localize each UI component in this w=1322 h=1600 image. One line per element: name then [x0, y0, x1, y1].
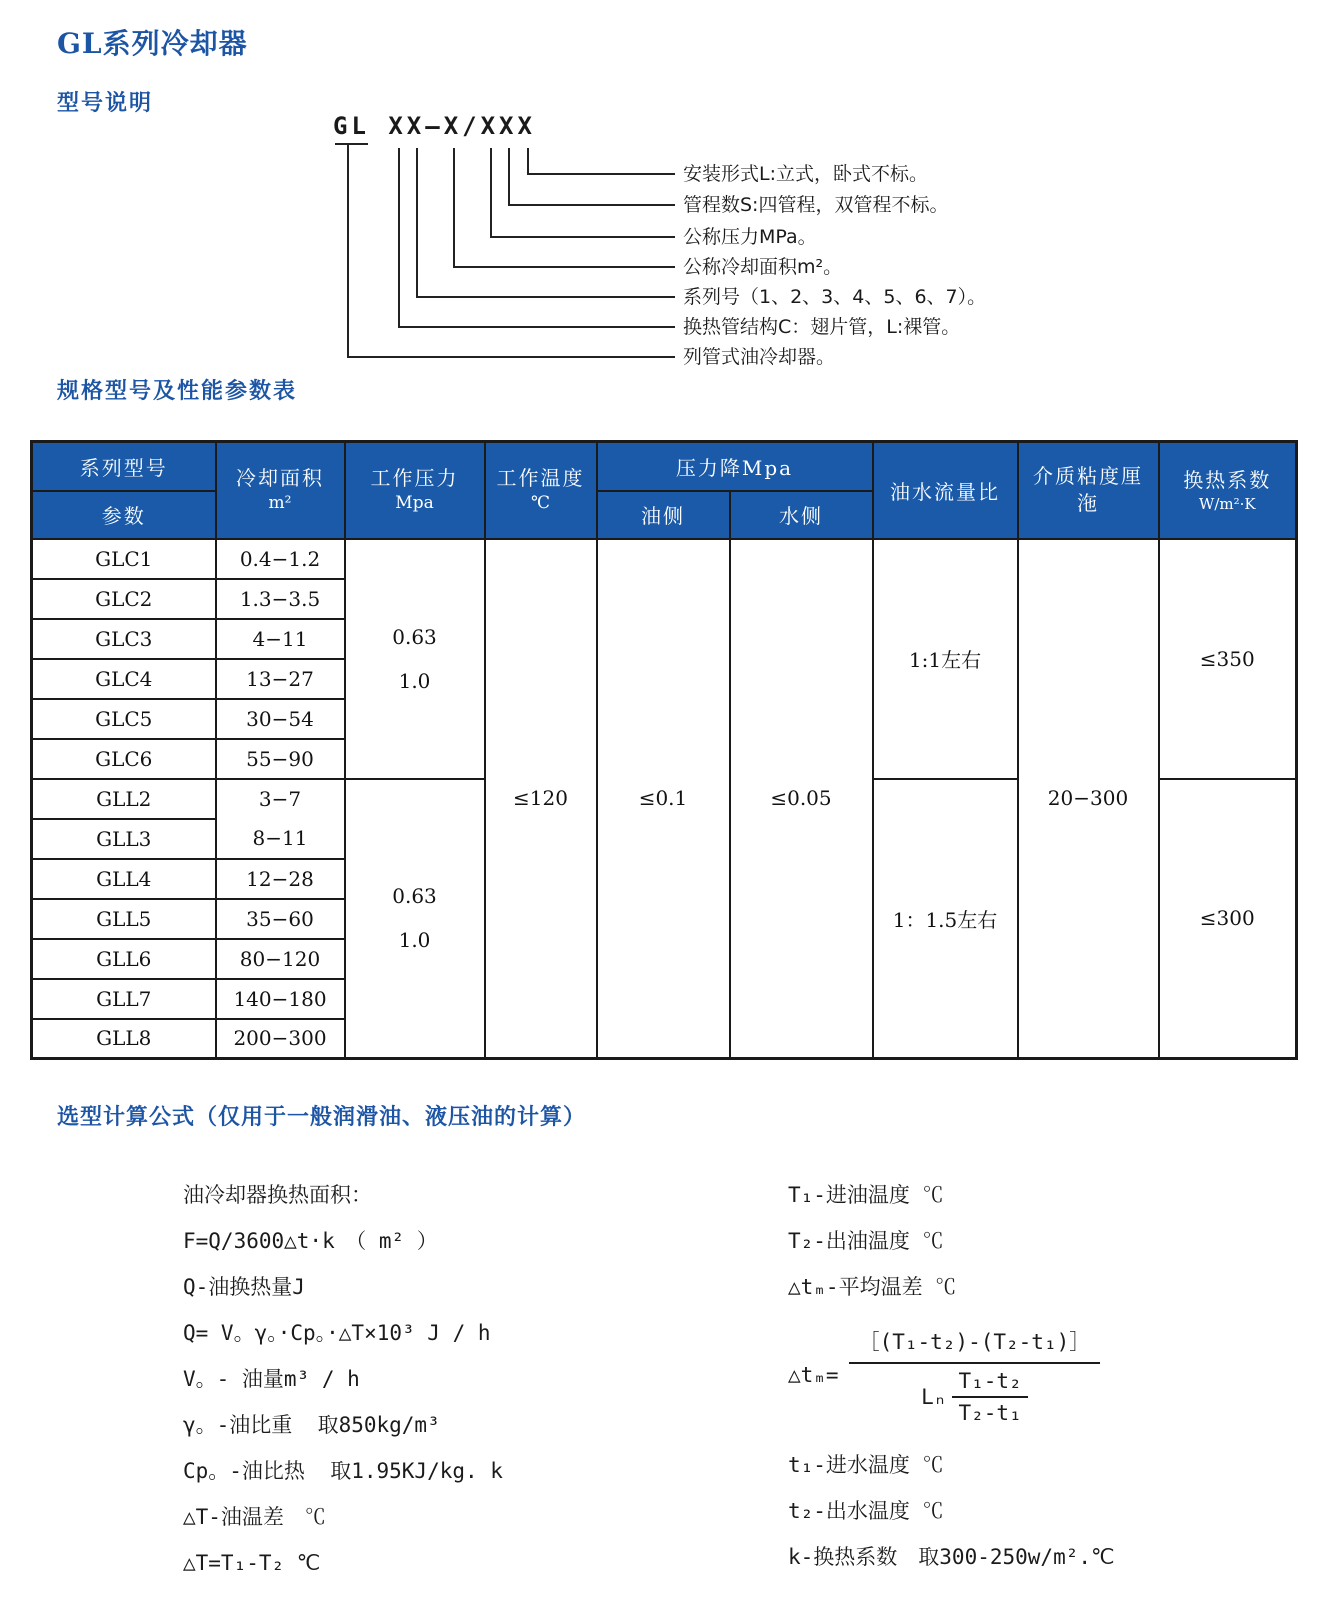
cell-viscosity: 20−300 [1018, 539, 1159, 1059]
spec-table-heading: 规格型号及性能参数表 [57, 378, 298, 404]
header-pressure [345, 442, 485, 539]
model-label-passes: 管程数S:四管程，双管程不标。 [683, 194, 949, 216]
header-area-unit: m² [268, 493, 292, 514]
cell-area: 30−54 [216, 699, 345, 739]
page-title: GL系列冷却器 [57, 27, 248, 60]
connector-line [453, 266, 675, 268]
header-flow-ratio: 油水流量比 [873, 442, 1018, 539]
inner-fraction [952, 1369, 1027, 1425]
cell-area: 35−60 [216, 899, 345, 939]
formula-line: t₁-进水温度 ℃ [788, 1453, 944, 1477]
connector-line [398, 148, 400, 328]
connector-line [453, 148, 455, 268]
header-heat-coefficient-unit: W/m²·K [1198, 494, 1256, 513]
header-oil-side: 油侧 [597, 491, 730, 539]
formula-left-column [183, 1172, 503, 1586]
model-label-type: 列管式油冷却器。 [683, 346, 836, 368]
model-label-mount: 安装形式L:立式，卧式不标。 [683, 163, 928, 185]
header-pressure-unit: Mpa [395, 493, 434, 514]
connector-line [490, 148, 492, 238]
header-area [216, 442, 345, 539]
cell-area: 80−120 [216, 939, 345, 979]
formula-line: γ。-油比重 取850kg/m³ [183, 1413, 440, 1437]
cell-model: GLL3 [32, 819, 216, 859]
header-viscosity-line2: 沲 [1077, 491, 1099, 516]
cell-model: GLL2 [32, 779, 216, 819]
model-label-pressure: 公称压力MPa。 [683, 226, 817, 248]
formula-right-column [788, 1172, 1115, 1580]
connector-line [347, 145, 349, 358]
cell-model: GLC3 [32, 619, 216, 659]
model-section-heading: 型号说明 [57, 90, 154, 116]
inner-fraction-denominator: T₂-t₁ [958, 1400, 1022, 1425]
fraction-ln: Lₙ [921, 1384, 947, 1409]
formula-line: △T=T₁-T₂ ℃ [183, 1551, 321, 1575]
model-label-series: 系列号（1、2、3、4、5、6、7）。 [683, 286, 987, 308]
cell-model: GLL7 [32, 979, 216, 1019]
formula-line: △T-油温差 ℃ [183, 1505, 326, 1529]
cell-water-drop: ≤0.05 [730, 539, 873, 1059]
model-code-diagram [330, 112, 1100, 378]
cell-area: 0.4−1.2 [216, 539, 345, 579]
fraction-numerator: ［(T₁-t₂)-(T₂-t₁)］ [849, 1326, 1101, 1364]
spec-table [30, 440, 1298, 1060]
cell-gll-ratio: 1：1.5左右 [873, 779, 1018, 1059]
formula-line: △tₘ-平均温差 ℃ [788, 1275, 957, 1299]
inner-fraction-numerator: T₁-t₂ [952, 1369, 1027, 1398]
cell-area: 13−27 [216, 659, 345, 699]
connector-line [416, 296, 675, 298]
glc-pressure-value-2: 1.0 [398, 668, 431, 693]
header-water-side: 水侧 [730, 491, 873, 539]
cell-glc-ratio: 1:1左右 [873, 539, 1018, 779]
cell-area: 1.3−3.5 [216, 579, 345, 619]
header-pressure-drop: 压力降Mpa [597, 442, 873, 491]
header-series-top: 系列型号 [32, 442, 216, 491]
connector-line [527, 148, 529, 175]
connector-line [508, 148, 510, 206]
model-code-underline [335, 143, 368, 145]
cell-gll-pressure [345, 779, 485, 1059]
formula-line: Q-油换热量J [183, 1275, 305, 1299]
cell-model: GLL5 [32, 899, 216, 939]
cell-area: 140−180 [216, 979, 345, 1019]
header-series-bottom: 参数 [32, 491, 216, 539]
cell-model: GLC4 [32, 659, 216, 699]
mean-temp-difference-formula [788, 1320, 1115, 1430]
glc-pressure-value-1: 0.63 [392, 624, 437, 649]
header-pressure-label: 工作压力 [370, 466, 459, 491]
fraction-lhs: △tₘ= [788, 1363, 839, 1387]
model-label-area: 公称冷却面积m²。 [683, 256, 843, 278]
formula-line: V。- 油量m³ / h [183, 1367, 360, 1391]
formula-line: T₂-出油温度 ℃ [788, 1229, 944, 1253]
formula-line: F=Q/3600△t·k （ m² ） [183, 1229, 438, 1253]
cell-area: 200−300 [216, 1019, 345, 1059]
connector-line [398, 326, 675, 328]
cell-model: GLL4 [32, 859, 216, 899]
gll-pressure-value-2: 1.0 [398, 928, 431, 953]
cell-model: GLC1 [32, 539, 216, 579]
cell-area: 3−7 [216, 779, 345, 819]
connector-line [508, 204, 675, 206]
fraction-denominator [921, 1364, 1028, 1425]
fraction [849, 1326, 1101, 1425]
formula-line: Q= V。γ。·Cp。·△T×10³ J / h [183, 1321, 491, 1345]
gll-pressure-value-1: 0.63 [392, 884, 437, 909]
header-temp-label: 工作温度 [496, 466, 585, 491]
cell-area: 55−90 [216, 739, 345, 779]
cell-model: GLC5 [32, 699, 216, 739]
connector-line [347, 356, 675, 358]
cell-glc-pressure [345, 539, 485, 779]
formula-section-heading: 选型计算公式（仅用于一般润滑油、液压油的计算） [57, 1104, 587, 1130]
header-temp [485, 442, 597, 539]
connector-line [490, 236, 675, 238]
header-heat-coefficient-label: 换热系数 [1183, 467, 1272, 492]
header-temp-unit: ℃ [530, 493, 551, 514]
cell-model: GLC6 [32, 739, 216, 779]
cell-area: 4−11 [216, 619, 345, 659]
cell-oil-drop: ≤0.1 [597, 539, 730, 1059]
formula-line: t₂-出水温度 ℃ [788, 1499, 944, 1523]
cell-glc-k: ≤350 [1159, 539, 1297, 779]
model-label-tube: 换热管结构C：翅片管，L:裸管。 [683, 316, 961, 338]
cell-model: GLL8 [32, 1019, 216, 1059]
formula-line: T₁-进油温度 ℃ [788, 1183, 944, 1207]
model-code-text: GL XX—X/XXX [333, 112, 536, 140]
cell-work-temp: ≤120 [485, 539, 597, 1059]
formula-line: 油冷却器换热面积： [183, 1183, 372, 1207]
header-heat-coefficient [1159, 442, 1297, 539]
cell-model: GLC2 [32, 579, 216, 619]
connector-line [416, 148, 418, 298]
cell-gll-k: ≤300 [1159, 779, 1297, 1059]
cell-area: 8−11 [216, 819, 345, 859]
connector-line [527, 173, 675, 175]
formula-line: k-换热系数 取300-250w/m².℃ [788, 1545, 1115, 1569]
cell-area: 12−28 [216, 859, 345, 899]
header-area-label: 冷却面积 [236, 466, 324, 491]
formula-line: Cp。-油比热 取1.95KJ/kg. k [183, 1459, 503, 1483]
header-viscosity [1018, 442, 1159, 539]
cell-model: GLL6 [32, 939, 216, 979]
header-viscosity-line1: 介质粘度厘 [1033, 464, 1143, 489]
